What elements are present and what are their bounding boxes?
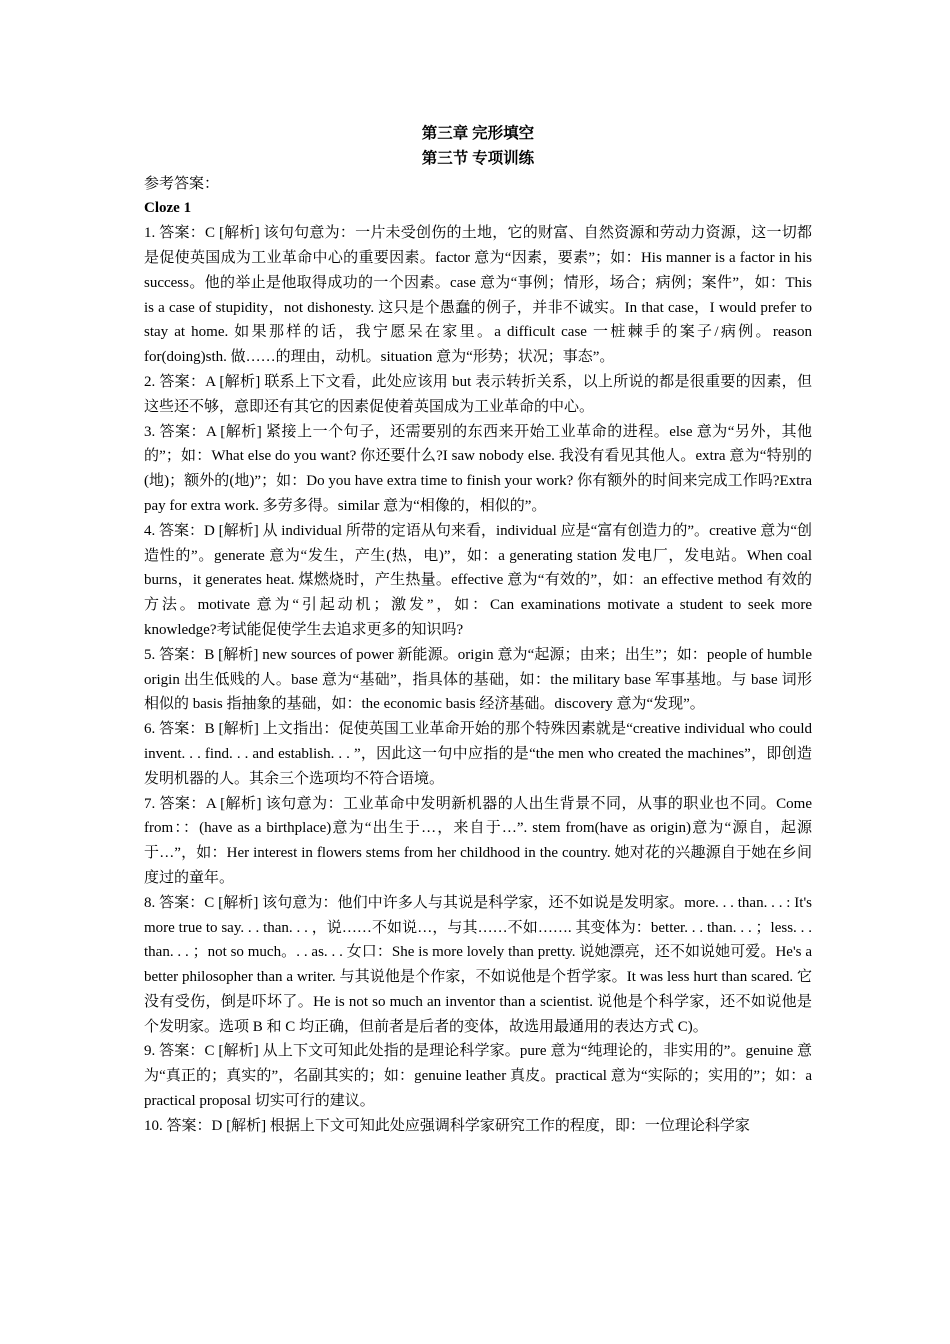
answer-item-1: 1. 答案：C [解析] 该句句意为：一片未受创伤的土地，它的财富、自然资源和劳动力资源，这一切都是促使英国成为工业革命中心的重要因素。factor 意为“因素，要素”；如：His manner is a factor in his success。他的举止是他取得成功的一个因素。case 意为“事例；情形，场合；病例；案件”，如：This is a case of stupidity，not dishonesty. 这只是个愚蠢的例子，并非不诚实。In that case，I would prefer to stay at home. 如果那样的话，我宁愿呆在家里。a difficult case 一桩棘手的案子/病例。reason for(doing)sth. 做……的理由，动机。situation 意为“形势；状况；事态”。 bbox=[144, 225, 812, 366]
answer-item-5: 5. 答案：B [解析] new sources of power 新能源。origin 意为“起源；由来；出生”；如：people of humble origin 出生低贱的人。base 意为“基础”，指具体的基础，如：the military base 军事基地。与 base 词形相似的 basis 指抽象的基础，如：the economic basis 经济基础。discovery 意为“发现”。 bbox=[144, 646, 812, 713]
document-body bbox=[144, 122, 812, 1139]
answer-item-10: 10. 答案：D [解析] 根据上下文可知此处应强调科学家研究工作的程度，即：一位理论科学家 bbox=[144, 1117, 750, 1134]
answer-item-7: 7. 答案：A [解析] 该句意为：工业革命中发明新机器的人出生背景不同，从事的职业也不同。Come from：：(have as a birthplace)意为“出生于…，来自于…”. stem from(have as origin)意为“源自，起源于…”，如：Her interest in flowers stems from her childhood in the country. 她对花的兴趣源自于她在乡间度过的童年。 bbox=[144, 795, 812, 886]
answer-item-9: 9. 答案：C [解析] 从上下文可知此处指的是理论科学家。pure 意为“纯理论的，非实用的”。genuine 意为“真正的；真实的”，名副其实的；如：genuine leather 真皮。practical 意为“实际的；实用的”；如：a practical proposal 切实可行的建议。 bbox=[144, 1043, 812, 1110]
answer-item-6: 6. 答案：B [解析] 上文指出：促使英国工业革命开始的那个特殊因素就是“creative individual who could invent. . . find. . . and establish. . . ”，因此这一句中应指的是“the men who created the machines”，即创造发明机器的人。其余三个选项均不符合语境。 bbox=[144, 721, 812, 787]
answers-label: 参考答案： bbox=[144, 175, 220, 192]
answer-item-3: 3. 答案：A [解析] 紧接上一个句子，还需要别的东西来开始工业革命的进程。else 意为“另外，其他的”；如：What else do you want? 你还要什么?I saw nobody else. 我没有看见其他人。extra 意为“特别的(地)；额外的(地)”；如：Do you have extra time to finish your work? 你有额外的时间来完成工作吗?Extra pay for extra work. 多劳多得。similar 意为“相像的，相似的”。 bbox=[144, 423, 812, 514]
answer-item-2: 2. 答案：A [解析] 联系上下文看，此处应该用 but 表示转折关系，以上所说的都是很重要的因素，但这些还不够，意即还有其它的因素促使着英国成为工业革命的中心。 bbox=[144, 373, 812, 415]
answer-item-8: 8. 答案：C [解析] 该句意为：他们中许多人与其说是科学家，还不如说是发明家。more. . . than. . . : It's more true to say. . . than. . . ，说……不如说…，与其……不如……. 其变体为：better. . . than. . . ；less. . . than. . . ；not so much。. . as. . . 女口：She is more lovely than pretty. 说她漂亮，还不如说她可爱。He's a better philosopher than a writer. 与其说他是个作家，不如说他是个哲学家。It was less hurt than scared. 它没有受伤，倒是吓坏了。He is not so much an inventor than a scientist. 说他是个科学家，还不如说他是个发明家。选项 B 和 C 均正确，但前者是后者的变体，故选用最通用的表达方式 C)。 bbox=[144, 894, 812, 1035]
answer-item-4: 4. 答案：D [解析] 从 individual 所带的定语从句来看，individual 应是“富有创造力的”。creative 意为“创造性的”。generate 意为“发生，产生(热，电)”，如：a generating station 发电厂，发电站。When coal burns，it generates heat. 煤燃烧时，产生热量。effective 意为“有效的”，如：an effective method 有效的方法。motivate 意为“引起动机；激发”，如：Can examinations motivate a student to seek more knowledge?考试能促使学生去追求更多的知识吗? bbox=[144, 522, 812, 638]
section-title: 第三节 专项训练 bbox=[421, 149, 535, 167]
cloze-heading: Cloze 1 bbox=[144, 200, 192, 217]
chapter-title: 第三章 完形填空 bbox=[421, 125, 535, 142]
